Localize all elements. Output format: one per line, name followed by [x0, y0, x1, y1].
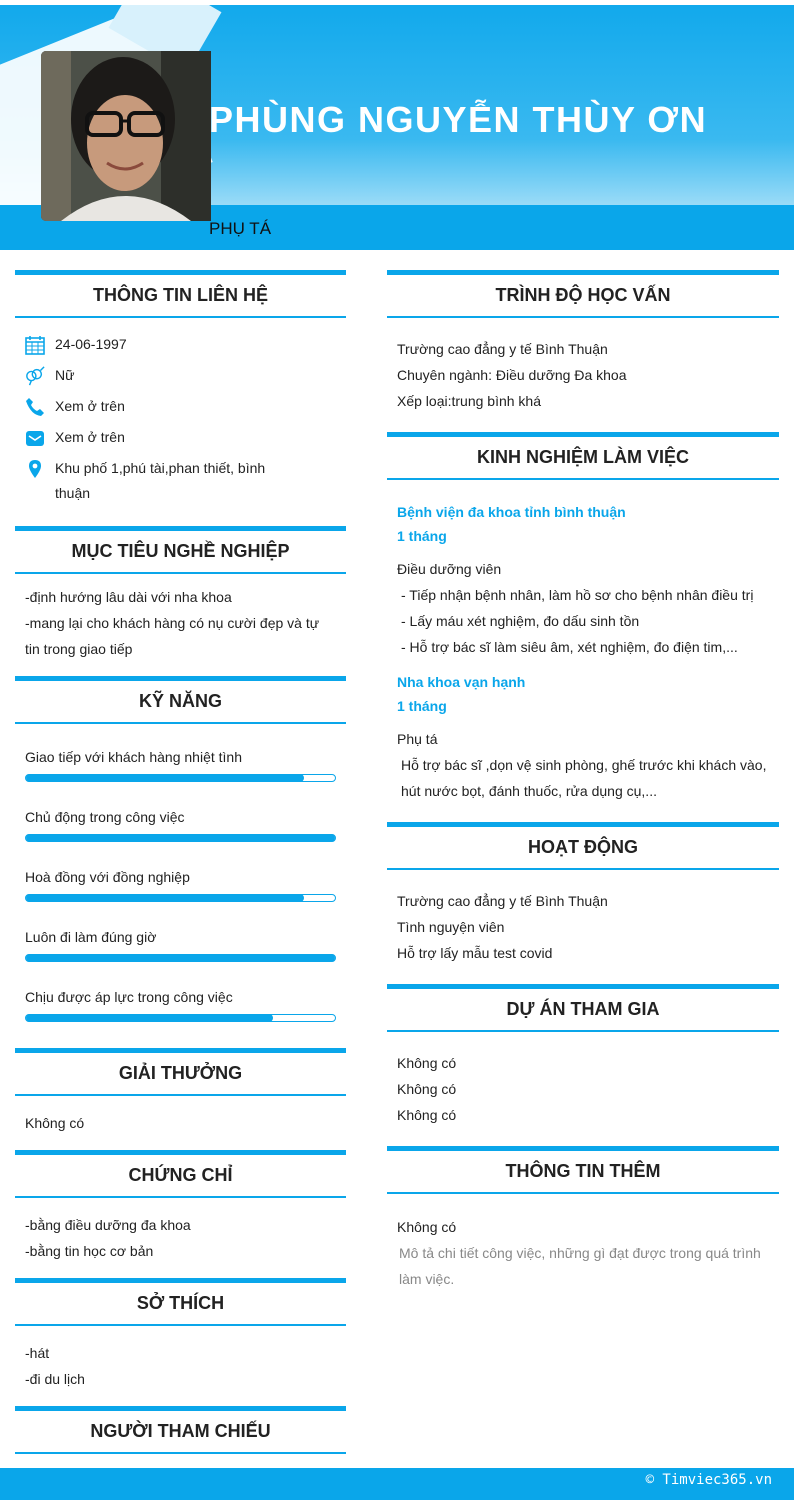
- projects-section: [387, 984, 779, 1146]
- skill-label: Giao tiếp với khách hàng nhiệt tình: [25, 749, 242, 765]
- activities-section: [387, 822, 779, 984]
- hobbies-section: [15, 1278, 346, 1406]
- skill-item: [25, 926, 336, 962]
- phone-value: Xem ở trên: [55, 398, 125, 414]
- email-value: Xem ở trên: [55, 429, 125, 445]
- activity-line: Trường cao đẳng y tế Bình Thuận: [397, 893, 608, 909]
- hobby-line: -đi du lịch: [25, 1371, 85, 1387]
- skill-label: Chủ động trong công việc: [25, 809, 185, 825]
- project-line: Không có: [397, 1055, 457, 1071]
- awards-section: [15, 1048, 346, 1150]
- skill-label: Hoà đồng với đồng nghiệp: [25, 869, 190, 885]
- skill-item: [25, 986, 336, 1022]
- education-line: Trường cao đẳng y tế Bình Thuận: [397, 341, 608, 357]
- skill-item: [25, 806, 336, 842]
- contact-email: [25, 425, 336, 450]
- job-desc-line: - Tiếp nhận bệnh nhân, làm hồ sơ cho bệnh nhân điều trị: [401, 587, 754, 603]
- job-desc-line: - Lấy máu xét nghiệm, đo dấu sinh tồn: [401, 613, 640, 629]
- skills-section: [15, 676, 346, 1048]
- skill-label: Chịu được áp lực trong công việc: [25, 989, 233, 1005]
- skill-bar-fill: [26, 894, 304, 902]
- job-entry: [397, 500, 769, 660]
- section-title: THÔNG TIN LIÊN HỆ: [15, 270, 346, 318]
- additional-info-section: [387, 1146, 779, 1306]
- job-description: [397, 582, 769, 660]
- certificate-line: -bằng điều dưỡng đa khoa: [25, 1217, 191, 1233]
- skill-bar-fill: [26, 774, 304, 782]
- address-value: Khu phố 1,phú tài,phan thiết, bình thuận: [55, 460, 266, 501]
- skill-bar: [25, 894, 336, 902]
- candidate-name: PHÙNG NGUYỄN THÙY ƠN: [209, 99, 708, 140]
- section-title: CHỨNG CHỈ: [15, 1150, 346, 1198]
- skill-item: [25, 746, 336, 782]
- skill-bar-fill: [26, 1014, 273, 1022]
- section-title: DỰ ÁN THAM GIA: [387, 984, 779, 1032]
- additional-text: Không có: [397, 1219, 457, 1235]
- job-entry: [397, 670, 769, 804]
- job-desc-line: Hỗ trợ bác sĩ ,dọn vệ sinh phòng, ghế trước khi khách vào, hút nước bọt, đánh thuốc, rửa dụng cụ,...: [401, 757, 767, 799]
- candidate-role: PHỤ TÁ: [209, 219, 272, 238]
- job-position: Điều dưỡng viên: [397, 561, 502, 577]
- skill-bar: [25, 1014, 336, 1022]
- contact-birthday: [25, 332, 336, 357]
- section-title: SỞ THÍCH: [15, 1278, 346, 1326]
- job-description: [397, 752, 769, 804]
- skill-label: Luôn đi làm đúng giờ: [25, 929, 157, 945]
- job-company: Bệnh viện đa khoa tỉnh bình thuận: [397, 504, 626, 520]
- section-title: MỤC TIÊU NGHỀ NGHIỆP: [15, 526, 346, 574]
- job-period: 1 tháng: [397, 698, 447, 714]
- gender-value: Nữ: [55, 367, 75, 383]
- right-column: [387, 270, 779, 1306]
- birthday-value: 24-06-1997: [55, 336, 127, 352]
- section-title: HOẠT ĐỘNG: [387, 822, 779, 870]
- skill-item: [25, 866, 336, 902]
- email-icon: [25, 425, 55, 450]
- education-line: Xếp loại:trung bình khá: [397, 393, 541, 409]
- additional-placeholder: Mô tả chi tiết công việc, những gì đạt được trong quá trình làm việc.: [399, 1245, 761, 1287]
- gender-icon: [25, 363, 55, 388]
- education-section: [387, 270, 779, 432]
- avatar: [41, 51, 211, 221]
- skill-bar: [25, 954, 336, 962]
- location-pin-icon: [25, 456, 55, 481]
- section-title: KINH NGHIỆM LÀM VIỆC: [387, 432, 779, 480]
- calendar-icon: [25, 332, 55, 357]
- skill-bar-fill: [26, 954, 335, 962]
- section-title: TRÌNH ĐỘ HỌC VẤN: [387, 270, 779, 318]
- contact-phone: [25, 394, 336, 419]
- awards-text: Không có: [25, 1115, 85, 1131]
- contact-gender: [25, 363, 336, 388]
- section-title: GIẢI THƯỞNG: [15, 1048, 346, 1096]
- footer-bar: [0, 1468, 794, 1500]
- certificates-section: [15, 1150, 346, 1278]
- job-position: Phụ tá: [397, 731, 438, 747]
- skill-bar-fill: [26, 834, 335, 842]
- skill-bar: [25, 774, 336, 782]
- activity-line: Tình nguyện viên: [397, 919, 505, 935]
- hobby-line: -hát: [25, 1345, 50, 1361]
- job-desc-line: - Hỗ trợ bác sĩ làm siêu âm, xét nghiệm, đo điện tim,...: [401, 639, 738, 655]
- objective-section: [15, 526, 346, 676]
- objective-line: -mang lại cho khách hàng có nụ cười đẹp và tự tin trong giao tiếp: [25, 615, 320, 657]
- skill-bar: [25, 834, 336, 842]
- footer-credit: © Timviec365.vn: [645, 1472, 772, 1488]
- job-company: Nha khoa vạn hạnh: [397, 674, 526, 690]
- left-column: [15, 270, 346, 1500]
- project-line: Không có: [397, 1107, 457, 1123]
- activity-line: Hỗ trợ lấy mẫu test covid: [397, 945, 553, 961]
- education-line: Chuyên ngành: Điều dưỡng Đa khoa: [397, 367, 627, 383]
- certificate-line: -bằng tin học cơ bản: [25, 1243, 154, 1259]
- phone-icon: [25, 394, 55, 419]
- objective-line: -định hướng lâu dài với nha khoa: [25, 589, 232, 605]
- experience-section: [387, 432, 779, 822]
- contact-address: [25, 456, 336, 506]
- job-period: 1 tháng: [397, 528, 447, 544]
- section-title: THÔNG TIN THÊM: [387, 1146, 779, 1194]
- contact-section: [15, 270, 346, 526]
- section-title: NGƯỜI THAM CHIẾU: [15, 1406, 346, 1454]
- section-title: KỸ NĂNG: [15, 676, 346, 724]
- project-line: Không có: [397, 1081, 457, 1097]
